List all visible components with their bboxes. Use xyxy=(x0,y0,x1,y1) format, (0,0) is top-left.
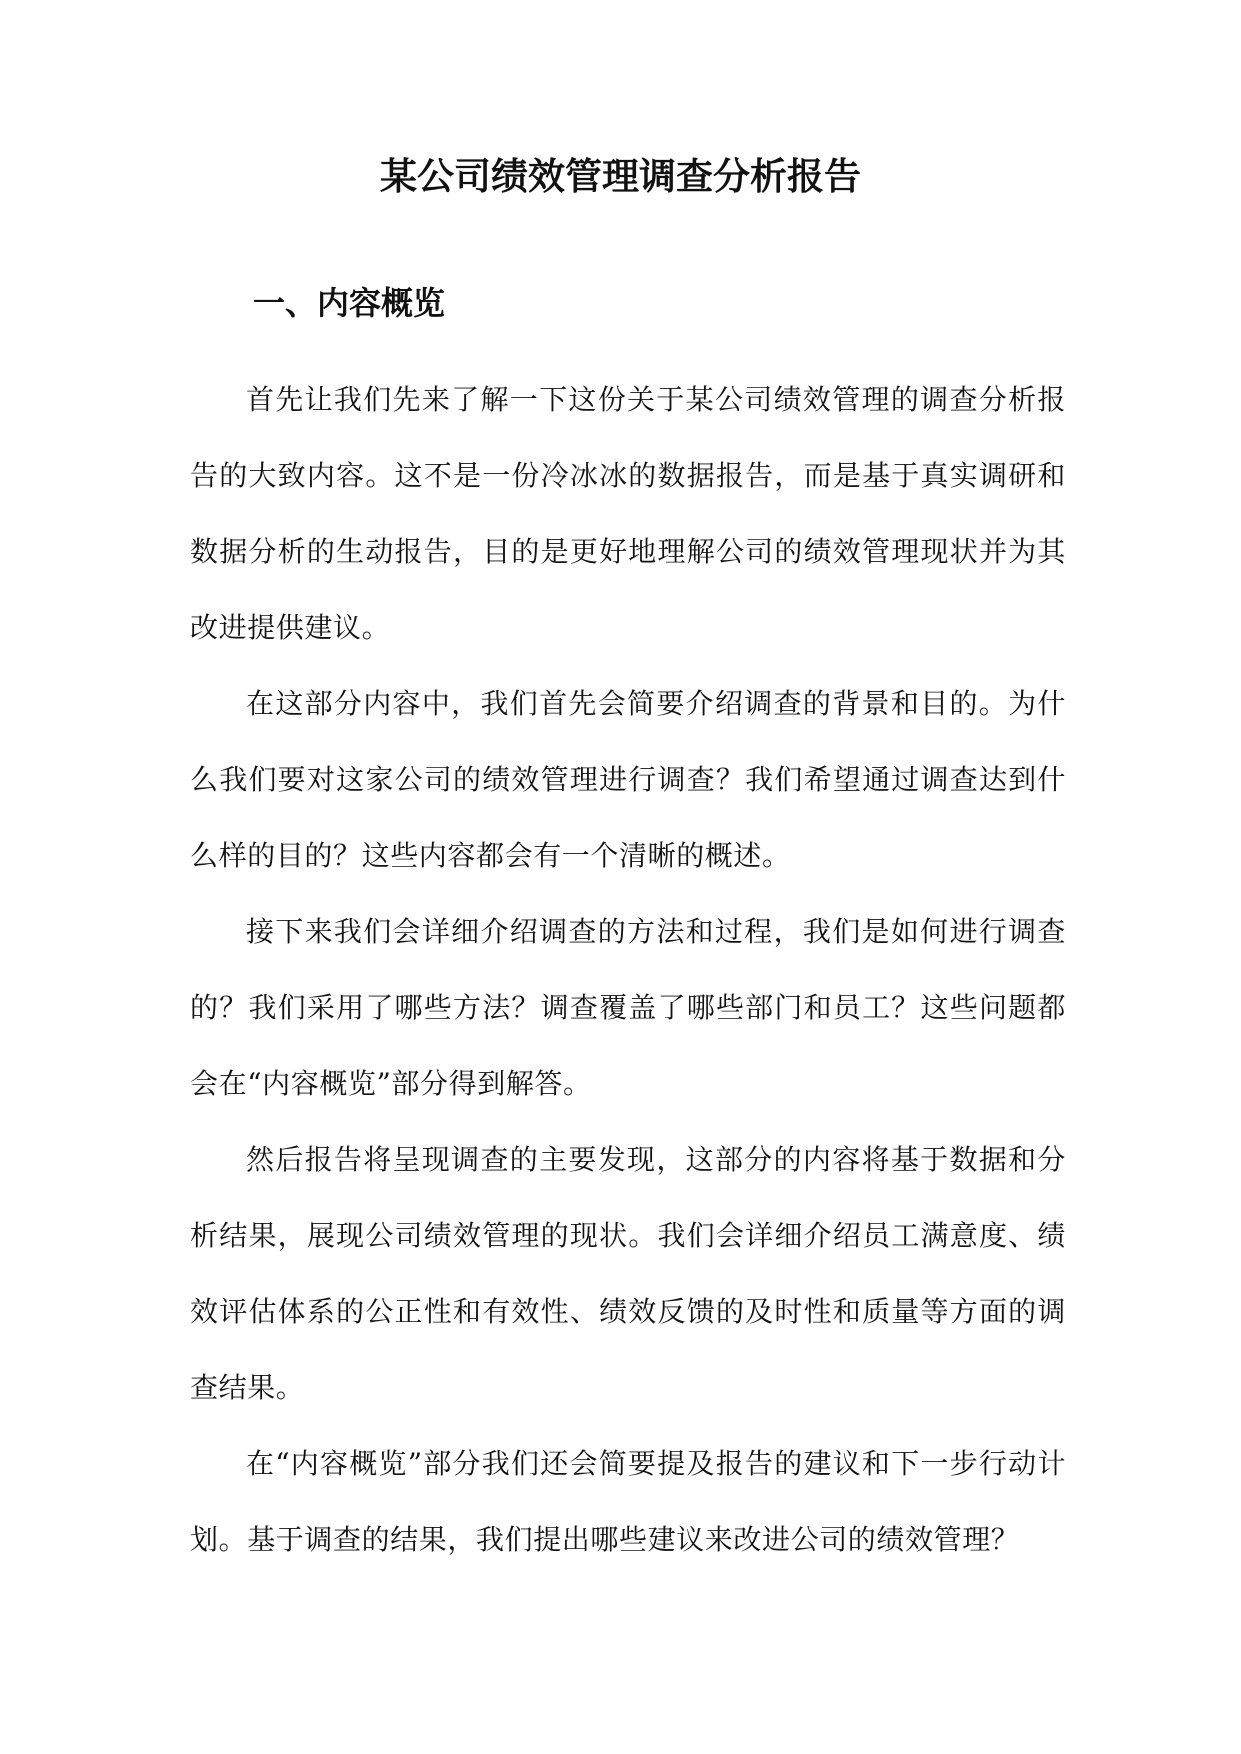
section-heading: 一、内容概览 xyxy=(253,284,446,322)
paragraph: 然后报告将呈现调查的主要发现，这部分的内容将基于数据和分析结果，展现公司绩效管理的现状。我们会详细介绍员工满意度、绩效评估体系的公正性和有效性、绩效反馈的及时性和质量等方面的调查结果。 xyxy=(190,1143,1066,1404)
document-title: 某公司绩效管理调查分析报告 xyxy=(380,154,861,198)
paragraph: 接下来我们会详细介绍调查的方法和过程，我们是如何进行调查的？我们采用了哪些方法？调查覆盖了哪些部门和员工？这些问题都会在“内容概览”部分得到解答。 xyxy=(190,915,1066,1100)
paragraph: 在这部分内容中，我们首先会简要介绍调查的背景和目的。为什么我们要对这家公司的绩效管理进行调查？我们希望通过调查达到什么样的目的？这些内容都会有一个清晰的概述。 xyxy=(190,687,1066,872)
paragraph: 首先让我们先来了解一下这份关于某公司绩效管理的调查分析报告的大致内容。这不是一份冷冰冰的数据报告，而是基于真实调研和数据分析的生动报告，目的是更好地理解公司的绩效管理现状并为其改进提供建议。 xyxy=(190,383,1066,644)
body-text xyxy=(190,362,1066,1578)
paragraph: 在“内容概览”部分我们还会简要提及报告的建议和下一步行动计划。基于调查的结果，我们提出哪些建议来改进公司的绩效管理？ xyxy=(190,1447,1066,1556)
